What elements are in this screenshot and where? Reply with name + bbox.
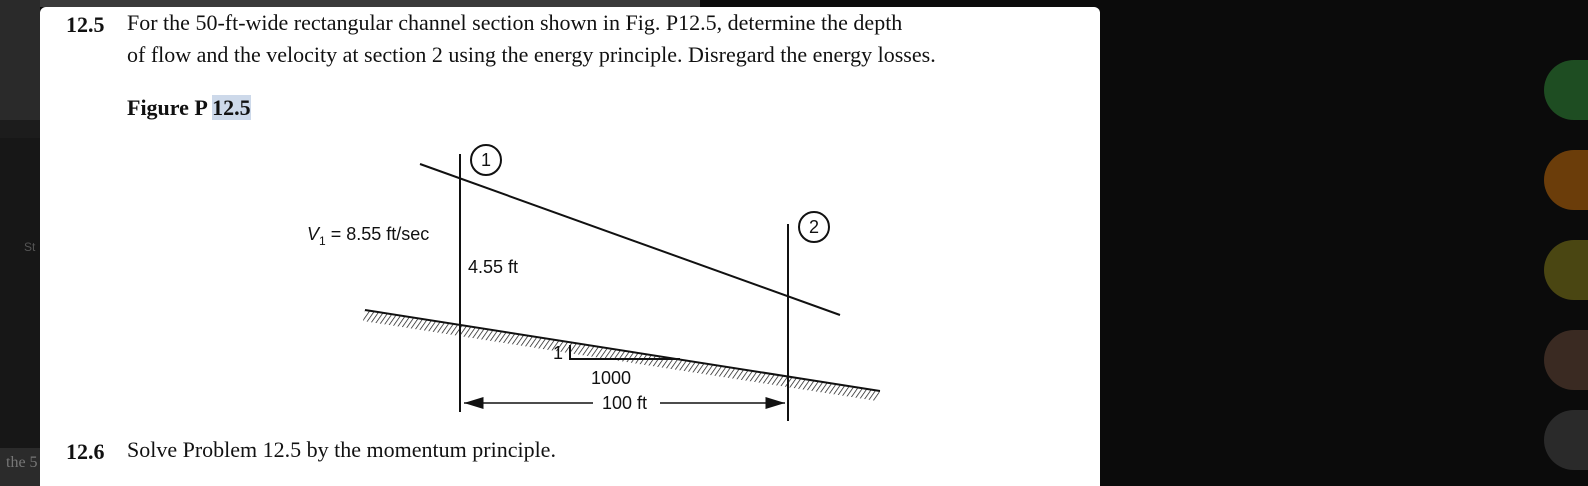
figure-caption-prefix: Figure P xyxy=(127,95,213,120)
background-panel-top xyxy=(0,0,40,120)
slope-rise-label: 1 xyxy=(553,343,564,363)
window-top-strip xyxy=(40,0,700,7)
problem-text-line: of flow and the velocity at section 2 using the energy principle. Disregard the energy losses. xyxy=(127,42,936,67)
slope-run-label: 1000 xyxy=(591,368,632,388)
background-text-fragment: St xyxy=(24,240,36,254)
problem-text-line: Solve Problem 12.5 by the momentum principle. xyxy=(127,437,556,462)
background-panel-middle xyxy=(0,138,40,448)
water-surface-line xyxy=(420,164,840,315)
participant-avatar[interactable] xyxy=(1544,330,1588,390)
participant-avatar[interactable] xyxy=(1544,240,1588,300)
problem-number: 12.6 xyxy=(66,439,105,464)
distance-label: 100 ft xyxy=(602,393,648,413)
participant-avatar[interactable] xyxy=(1544,150,1588,210)
channel-diagram xyxy=(40,7,1100,486)
problem-text-line: For the 50-ft-wide rectangular channel section shown in Fig. P12.5, determine the depth xyxy=(127,10,903,35)
figure-caption-number: 12.5 xyxy=(212,95,251,120)
participant-avatar[interactable] xyxy=(1544,410,1588,470)
background-panel-band xyxy=(0,120,40,138)
problem-number: 12.5 xyxy=(66,12,105,37)
section-1-label: 1 xyxy=(480,150,492,170)
participant-avatar[interactable] xyxy=(1544,60,1588,120)
velocity-label: $V_1 = 8.55$ ft/sec xyxy=(307,224,430,248)
background-text-fragment: the 5 xyxy=(6,454,38,471)
section-2-label: 2 xyxy=(808,217,820,237)
document-page xyxy=(40,7,1100,486)
depth-label: 4.55 ft xyxy=(468,257,519,277)
